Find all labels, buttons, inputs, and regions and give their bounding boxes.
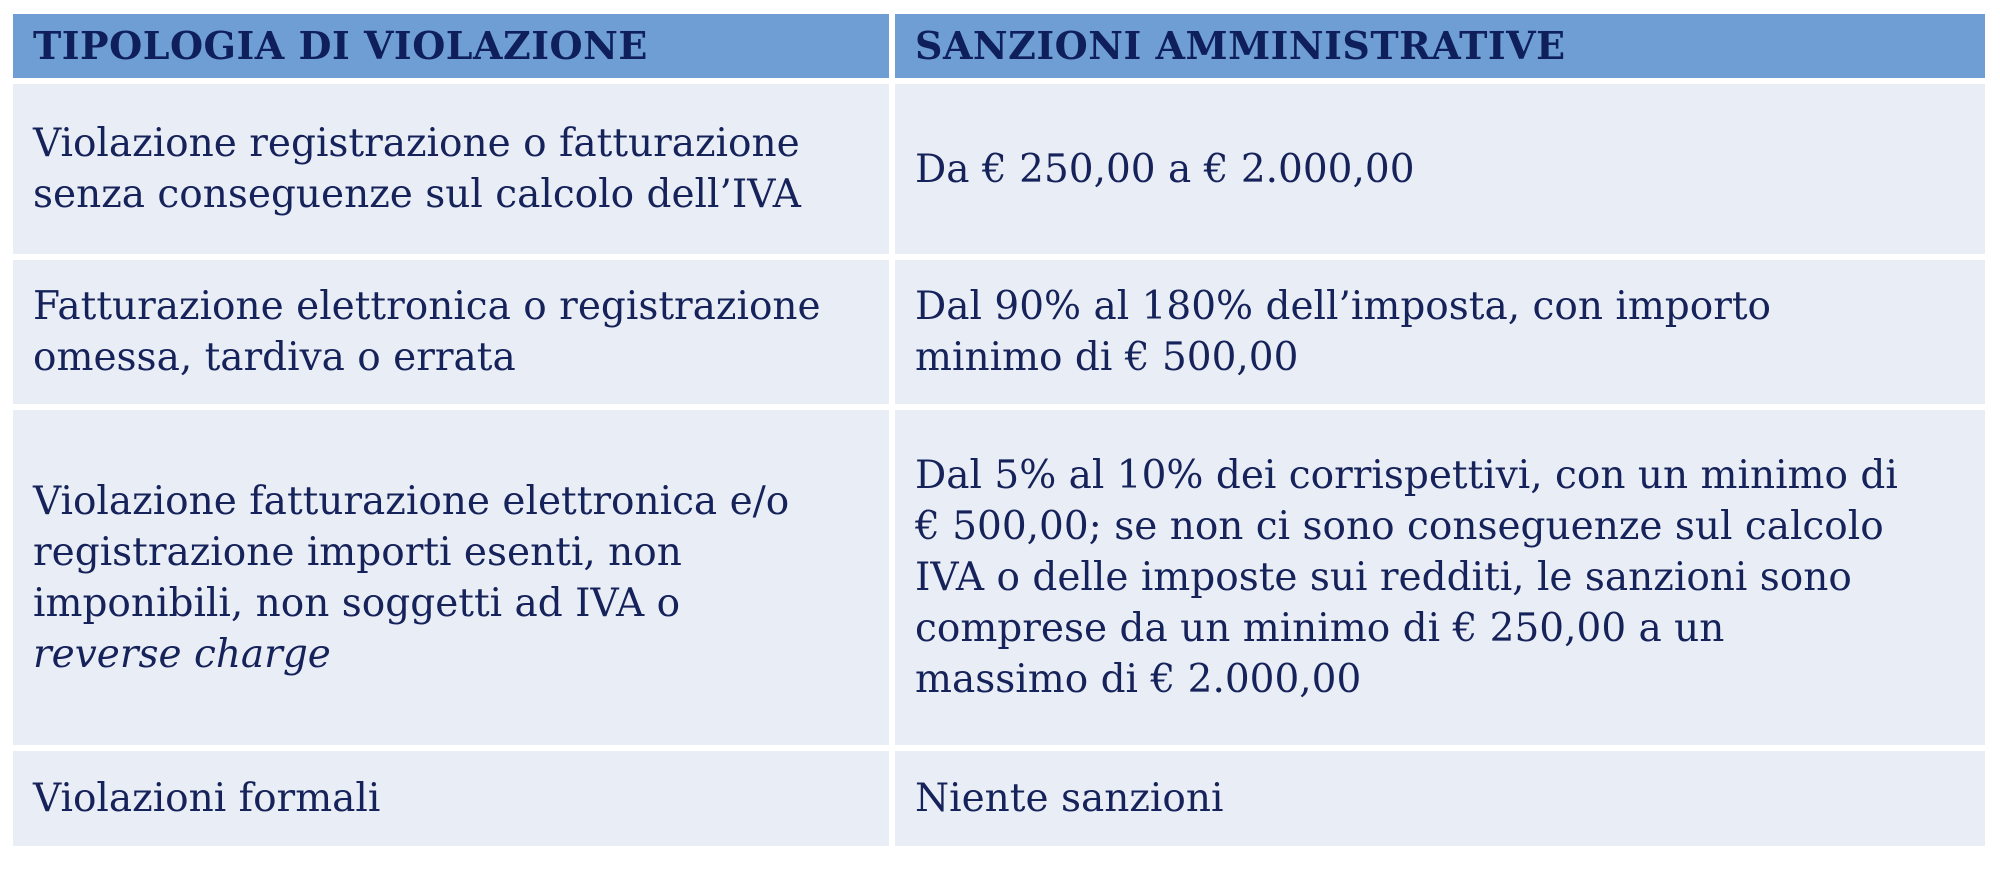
sanction-line: Niente sanzioni: [915, 776, 1224, 821]
sanction-cell: [895, 751, 1985, 846]
sanction-line: Dal 90% al 180% dell’imposta, con importo: [915, 284, 1772, 329]
violation-line: omessa, tardiva o errata: [33, 335, 516, 380]
sanction-line: Da € 250,00 a € 2.000,00: [915, 146, 1415, 192]
sanction-line: minimo di € 500,00: [915, 335, 1299, 380]
sanction-cell: [895, 84, 1985, 254]
sanction-line: IVA o delle imposte sui redditi, le sanzioni sono: [915, 555, 1852, 600]
sanction-cell: [895, 410, 1985, 745]
violation-line: Violazioni formali: [33, 776, 381, 821]
table-header-row: [13, 14, 1985, 78]
table-row: [13, 84, 1985, 254]
violation-line: Violazione fatturazione elettronica e/o: [33, 478, 790, 524]
violation-cell: [13, 260, 889, 404]
violation-line-italic: reverse charge: [33, 631, 331, 677]
violation-cell: [13, 751, 889, 846]
sanction-cell: [895, 260, 1985, 404]
header-administrative-sanctions: SANZIONI AMMINISTRATIVE: [895, 14, 1985, 78]
sanction-line: Dal 5% al 10% dei corrispettivi, con un minimo di: [915, 453, 1898, 498]
violation-cell: [13, 410, 889, 745]
table-row: [13, 751, 1985, 846]
sanction-line: massimo di € 2.000,00: [915, 657, 1362, 702]
violation-line: senza conseguenze sul calcolo dell’IVA: [33, 172, 801, 217]
violation-cell: [13, 84, 889, 254]
violation-line: Violazione registrazione o fatturazione: [33, 121, 800, 166]
table-row: [13, 260, 1985, 404]
violation-line: registrazione importi esenti, non: [33, 529, 682, 575]
sanction-line: comprese da un minimo di € 250,00 a un: [915, 606, 1725, 651]
sanction-line: € 500,00; se non ci sono conseguenze sul calcolo: [915, 504, 1884, 549]
table-row: [13, 410, 1985, 745]
header-violation-type: TIPOLOGIA DI VIOLAZIONE: [13, 14, 889, 78]
violation-line: imponibili, non soggetti ad IVA o: [33, 580, 681, 626]
sanctions-table: [13, 14, 1985, 846]
violation-line: Fatturazione elettronica o registrazione: [33, 284, 821, 329]
